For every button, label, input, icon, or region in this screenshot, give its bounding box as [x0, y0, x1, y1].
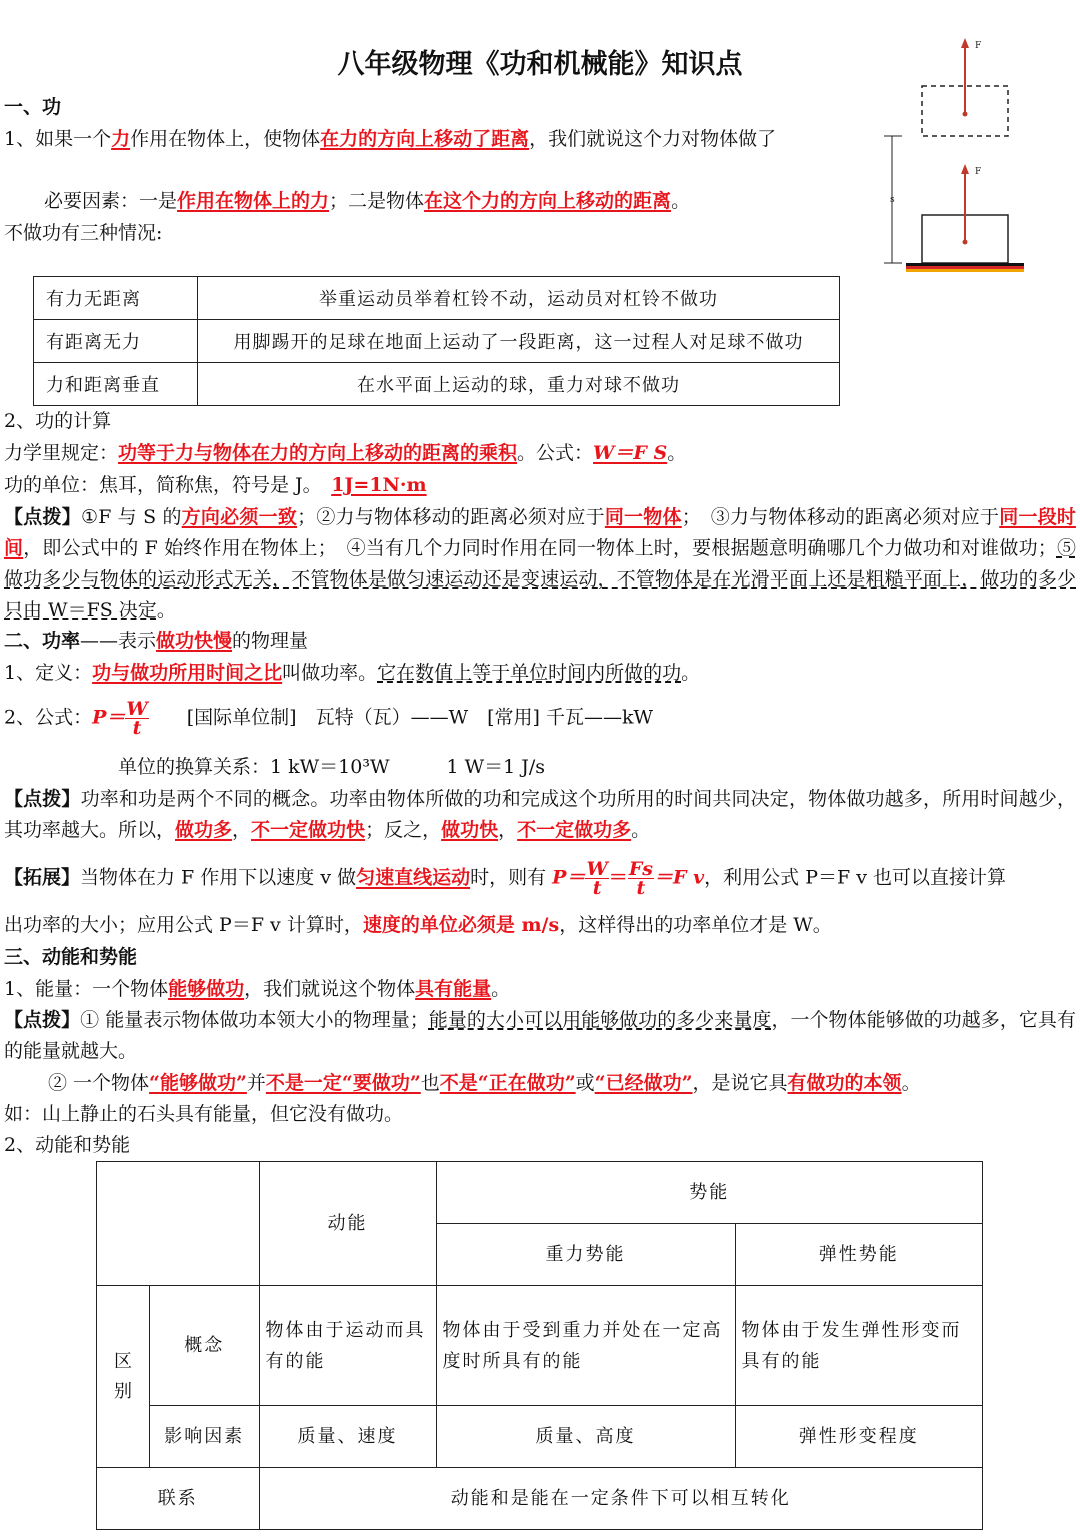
- diff-label-text: 区别: [114, 1350, 132, 1402]
- work-factors: 必要因素：一是作用在物体上的力；二是物体在这个力的方向上移动的距离。: [44, 190, 691, 212]
- work-rule: 力学里规定：功等于力与物体在力的方向上移动的距离的乘积。公式：W＝F S。: [4, 442, 687, 464]
- header-elastic-potential: 弹性势能: [735, 1224, 982, 1286]
- case-value: 举重运动员举着杠铃不动，运动员对杠铃不做功: [198, 277, 840, 320]
- no-work-table: [33, 276, 840, 406]
- concept-label: 概念: [150, 1286, 260, 1406]
- table-row: [34, 320, 840, 363]
- energy-definition: 1、能量：一个物体能够做功，我们就说这个物体具有能量。: [4, 978, 511, 1000]
- relation-label: 联系: [97, 1468, 260, 1530]
- header-kinetic: 动能: [259, 1162, 436, 1286]
- table-row: [97, 1162, 983, 1224]
- arrow-head-top: [961, 38, 969, 48]
- factors-label: 影响因素: [150, 1406, 260, 1468]
- no-work-intro: 不做功有三种情况:: [4, 222, 163, 244]
- fraction-fs-t: $\frac{Fs}{t}$: [628, 858, 653, 899]
- concept-elastic: 物体由于发生弹性形变而具有的能: [735, 1286, 982, 1406]
- case-key: 有距离无力: [34, 320, 198, 363]
- table-row: [34, 363, 840, 406]
- header-gravity-potential: 重力势能: [436, 1224, 735, 1286]
- power-extension: 【拓展】当物体在力 F 作用下以速度 v 做匀速直线运动时，则有 P＝ $\frac{W}{t}$ ＝ $\frac{Fs}{t}$ ＝F v，利用公式 P＝F v 也可以直接计算: [4, 858, 1006, 899]
- work-definition: 1、如果一个力作用在物体上，使物体在力的方向上移动了距离，我们就说这个力对物体做了: [4, 128, 777, 150]
- fraction-w-t: $\frac{W}{t}$: [126, 698, 148, 739]
- section-power-heading: 二、功率——表示做功快慢的物理量: [4, 630, 309, 652]
- ground-black: [906, 263, 1024, 266]
- header-potential: 势能: [436, 1162, 982, 1224]
- energy-table: [96, 1161, 983, 1530]
- case-key: 有力无距离: [34, 277, 198, 320]
- power-unit-conversion: 单位的换算关系：1 kW＝10³W 1 W＝1 J/s: [118, 756, 546, 778]
- fraction-w-t: $\frac{W}{t}$: [586, 858, 608, 899]
- case-value: 在水平面上运动的球，重力对球不做功: [198, 363, 840, 406]
- table-row: [97, 1468, 983, 1530]
- ground-yellow: [906, 269, 1024, 272]
- table-row: [34, 277, 840, 320]
- work-calc-heading: 2、功的计算: [4, 410, 112, 432]
- force-label-top: F: [975, 41, 982, 51]
- ground-red: [906, 266, 1024, 269]
- case-value: 用脚踢开的足球在地面上运动了一段距离，这一过程人对足球不做功: [198, 320, 840, 363]
- arrow-head-bottom: [961, 164, 969, 174]
- power-formula: 2、公式：P＝ $\frac{W}{t}$ [国际单位制] 瓦特（瓦）——W [常用] 千瓦——kW: [4, 698, 654, 739]
- power-extension-cont: 出功率的大小；应用公式 P＝F v 计算时，速度的单位必须是 m/s，这样得出的功率单位才是 W。: [4, 914, 832, 936]
- factors-gravity: 质量、高度: [436, 1406, 735, 1468]
- table-row: [97, 1286, 983, 1406]
- energy-example: 如：山上静止的石头具有能量，但它没有做功。: [4, 1103, 404, 1125]
- concept-gravity: 物体由于受到重力并处在一定高度时所具有的能: [436, 1286, 735, 1406]
- empty-header-cell: [97, 1162, 260, 1286]
- force-label-bottom: F: [975, 167, 982, 177]
- section-work-heading: 一、功: [4, 96, 62, 118]
- table-row: [97, 1406, 983, 1468]
- power-definition: 1、定义：功与做功所用时间之比叫做功率。它在数值上等于单位时间内所做的功。: [4, 662, 701, 684]
- factors-kinetic: 质量、速度: [259, 1406, 436, 1468]
- energy-tip-2: ② 一个物体“能够做功”并不是一定“要做功”也不是“正在做功”或“已经做功”，是说它具有做功的本领。: [48, 1072, 921, 1094]
- work-tips: 【点拨】①F 与 S 的方向必须一致；②力与物体移动的距离必须对应于同一物体； ③力与物体移动的距离必须对应于同一段时间，即公式中的 F 始终作用在物体上； ④当有几个力同时作用在同一物体上时，要根据题意明确哪几个力做功和对谁做功；⑤做功多少与物体的运动形式无关，不管物体是做匀速运动还是变速运动，不管物体是在光滑平面上还是粗糙平面上，做功的多少只由 W＝FS 决定。: [4, 506, 1076, 621]
- relation-text: 动能和是能在一定条件下可以相互转化: [259, 1468, 982, 1530]
- energy-table-heading: 2、动能和势能: [4, 1134, 131, 1156]
- factors-elastic: 弹性形变程度: [735, 1406, 982, 1468]
- energy-tips: 【点拨】① 能量表示物体做功本领大小的物理量；能量的大小可以用能够做功的多少来量度，一个物体能够做的功越多，它具有的能量就越大。: [4, 1009, 1076, 1062]
- power-tips: 【点拨】功率和功是两个不同的概念。功率由物体所做的功和完成这个功所用的时间共同决定，物体做功越多，所用时间越少，其功率越大。所以，做功多，不一定做功快；反之，做功快，不一定做功多。: [4, 788, 1076, 841]
- concept-kinetic: 物体由于运动而具有的能: [259, 1286, 436, 1406]
- case-key: 力和距离垂直: [34, 363, 198, 406]
- page-title: 八年级物理《功和机械能》知识点: [337, 49, 743, 80]
- diff-label: [97, 1286, 150, 1468]
- work-unit: 功的单位：焦耳，简称焦，符号是 J。 1J=1N·m: [4, 474, 427, 496]
- section-energy-heading: 三、动能和势能: [4, 946, 138, 968]
- distance-label: s: [890, 195, 895, 205]
